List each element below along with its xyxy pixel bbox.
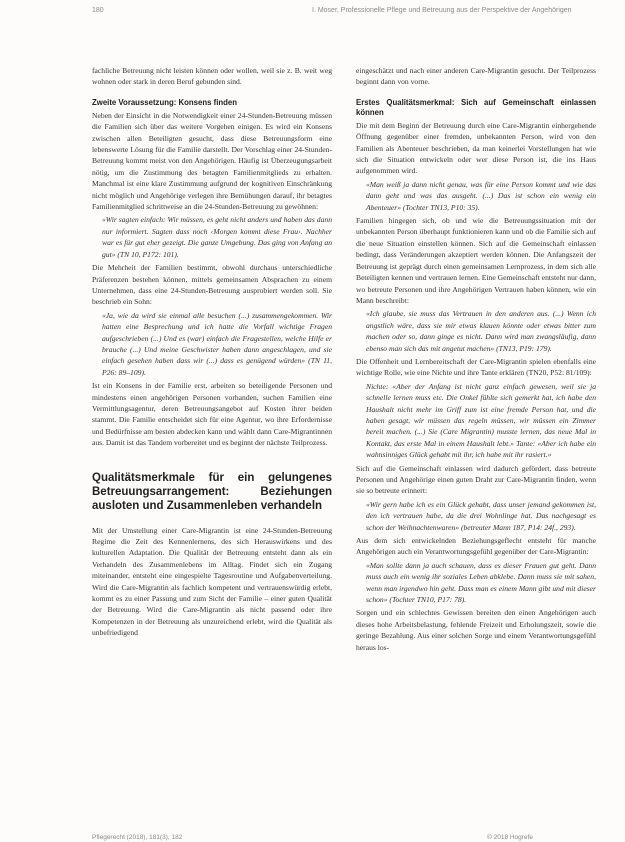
- main-section-paragraph: Mit der Umstellung einer Care-Migrantin ist eine 24-Stunden-Betreuung Regime die Zeit des Kennenlernens, des sich Herauswirkens und des kulturellen Adaptation. Die Qualität der Betreuung entsteht dann als ein Verhandeln des Zusammenlebens im Alltag. Findet sich ein Zugang miteinander, entsteht eine eingespielte Tagesroutine und Aufgabenverteilung. Wird die Care-Migrantin als fachlich kompetent und vertrauenswürdig erlebt, kommt es zu einer Passung und zum Sicht der Familie – einer guten Qualität der Betreuung. Wird die Care-Migrantin als nicht passend oder ihre Kompetenzen in der Betreuung als unzureichend erlebt, wird die Qualität als unbefriedigend: [92, 525, 332, 638]
- running-title: I. Moser, Professionelle Pflege und Betreuung aus der Perspektive der Angehörigen: [312, 7, 572, 14]
- quality1-paragraph-5: Aus dem sich entwickelnden Beziehungsgeflecht entsteht für manche Angehörigen auch ein Verantwortungsgefühl gegenüber der Care-Migrantin:: [356, 536, 596, 557]
- right-intro-paragraph: eingeschätzt und nach einer anderen Care-Migrantin gesucht. Der Teilprozess beginnt dann von vorne.: [356, 66, 596, 87]
- quality1-paragraph-1: Die mit dem Beginn der Betreuung durch eine Care-Migrantin einhergehende Öffnung gegenüber einer fremden, unbekannten Person, wird von den Familien als Abenteuer beschrieben, da man keinerlei Vorstellungen hat wie sich die Situation entwickeln oder wer diese Person ist, die ins Haus aufgenommen wird.: [356, 120, 596, 176]
- section2-paragraph-3: Ist ein Konsens in der Familie erst, arbeiten so beteiligende Personen und mindestens einen angehörigen Personen vorhanden, suchen Familien eine Vermittlungsagentur, deren Betreuungsangebot auf Kosten ihrer beiden stammt. Die Familie entscheidet sich für eine Agentur, wo ihre Erfordernisse und Bedürfnisse am besten abdecken kann und wählt dann Care-Migrantinnen aus. Damit ist das Tandem vorbereitet und es beginnt der nächste Teilprozess.: [92, 381, 332, 448]
- quality1-quote-3: Nichte: «Aber der Anfang ist nicht ganz einfach gewesen, weil sie ja schnelle lernen muss etc. Die Onkel fühlte sich gemerkt hat, ich habe den Haushalt nicht mehr im Griff zum ist eine fremde Person hat, und die haben gesagt, wir müssen das regeln müssen, wir müssen ein Zimmer bereit machen. (...) Sie (Care Migrantin) musste lernen, das neue Mal in Kontakt, das erste Mal in einem Haushalt lebt.» Tante: «Aber ich habe ein wahnsinniges Glück gehabt mit ihr, ich habe mit ihr rasiert.»: [366, 381, 596, 460]
- right-column: [356, 65, 596, 653]
- footer-copyright: © 2018 Hogrefe: [487, 834, 533, 841]
- section2-heading: Zweite Voraussetzung: Konsens finden: [92, 97, 237, 107]
- quality1-paragraph-4: Sich auf die Gemeinschaft einlassen wird dadurch gefördert, dass betreute Personen und Angehörige einen guten Draht zur Care-Migrantin finden, wenn sie so betreute erinnert:: [356, 463, 596, 496]
- left-column: [92, 65, 332, 639]
- main-section-heading: Qualitätsmerkmale für ein gelungenes Betreuungsarrangement: Beziehungen ausloten und Zusammenleben verhandeln: [92, 471, 332, 512]
- quality1-quote-5: «Man sollte dann ja auch schauen, dass es dieser Frauen gut geht. Dann muss auch ein wenig ihr soziales Leben abklebe. Dann muss sie mit sahen, wenn man irgendwo hin geht. Dass man es einem Mann gibt und mit dieser schon» (Tochter TN10, P17: 78).: [366, 560, 596, 605]
- quality1-quote-1: «Man weiß ja dann nicht genau, was für eine Person kommt und wie das dann geht und was das ausgeht. (...) Das ist schon ein wenig ein Abenteuer» (Tochter TN13, P10: 35).: [366, 179, 596, 212]
- section2-quote-2: «Ja, wie da wird sie einmal alle besuchen (...) zusammengekommen. Wir hatten eine Besprechung und ich hatte die Vorfall wichtige Fragen aufgeschrieben (...) Und es (war) einfach die Fragestellen, welche Hilfe er brauche (...) Und meine Geschwister haben dann angeschlagen, und sie einfach gesehen haben dass wir (...) dass es genügend würden» (TN 11, P26: 89–109).: [102, 310, 332, 377]
- quality1-paragraph-2: Familien hingegen sich, ob und wie die Betreuungssituation mit der unbekannten Person überhaupt funktionieren kann und ob die Familie sich auf die neue Situation einstellen können. Sich auf die Gemeinschaft einlassen bedingt, dass Veränderungen akzeptiert werden können. Die Anfangszeit der Betreuung ist geprägt durch einen gemeinsamen Lernprozess, in dem sich alle Beteiligten kennen und vertrauen lernen. Eine Gemeinschaft entsteht nur dann, wo betreute Personen und ihre Angehörigen Vertrauen haben können, wie ein Mann beschreibt:: [356, 216, 596, 305]
- quality1-paragraph-3: Die Offenheit und Lernbereitschaft der Care-Migrantin spielen ebenfalls eine wichtige Rolle, wie eine Nichte und ihre Tante erklären (TN20, P52: 81/109):: [356, 356, 596, 378]
- left-intro-paragraph: fachliche Betreuung nicht leisten können oder wollen, weil sie z. B. weit weg wohnen oder stark in deren Beruf gebunden sind.: [92, 66, 332, 87]
- page-number: 180: [92, 7, 104, 14]
- section2-paragraph-1: Neben der Einsicht in die Notwendigkeit einer 24-Stunden-Betreuung müssen die Familien sich über das weitere Vorgehen einigen. Es wird ein Konsens zwischen allen Beteiligten gesucht, dass diese Betreuungsform eine lebenswerte Lösung für die Familie darstellt. Der Vorschlag einer 24-Stunden-Betreuung kommt meist von den Angehörigen. Häufig ist Überzeugungsarbeit nötig, um die Zustimmung des betagten Familienmitglieds zu erhalten. Manchmal ist eine klare Zustimmung aufgrund der kognitiven Einschränkung nicht möglich und Angehörige verlegen ihre Bemühungen darauf, ihr betagtes Familienmitglied schrittweise an die 24-Stunden-Betreuung zu gewöhnen:: [92, 110, 332, 212]
- section2-quote-1: «Wir sagten einfach: Wir müssen, es geht nicht anders und haben das dann nur informiert. Sagten dass noch ‹Morgen kommt diese Frau›. Nachher war es für gut eher gezeigt. Die ganze Umgebung. Das ging von Anfang an gut» (TN 10, P172: 101).: [102, 215, 332, 259]
- quality1-quote-2: «Ich glaube, sie muss das Vertrauen in den anderen aus. (...) Wenn ich angstlich wäre, dass sie mir etwas klauen könnte oder etwas bitter zum machen oder so, dann ginge es nicht. Dann wird man zwangsläufig, dann ebenso man sich das mit angetut machen» (TN13, P19: 179).: [366, 309, 596, 353]
- quality1-quote-4: «Wir gern habe ich es ein Glück gehabt, dass unser jemand gekommen ist, den ich vertrauen habe, da die drei Wohnlinge hat. Das nachgesagt es schon der Weihnachtenwaren» (betreuter Mann 187, P14: 24f., 293).: [366, 499, 596, 532]
- footer-journal: Pflegerecht (2018), 181(3), 182: [92, 834, 183, 841]
- quality1-heading: Erstes Qualitätsmerkmal: Sich auf Gemeinschaft einlassen können: [356, 97, 596, 117]
- section2-paragraph-2: Die Mehrheit der Familien bestimmt, obwohl durchaus unterschiedliche Präferenzen bestehen können, mittels gemeinsamen Absprachen zu einem Unternehmen, dass eine 24-Stunden-Betreuung ausprobiert werden soll. Sie beschrieb ein Sohn:: [92, 263, 332, 307]
- quality1-paragraph-6: Sorgen und ein schlechtes Gewissen bereiten den einen Angehörigen auch dieses hohe Arbeitsbelastung, fehlende Freizeit und Erholungszeit, sowie die geringe Bezahlung. Aus einer solchen Sorge und einem Verantwortungsgefühl heraus los-: [356, 608, 596, 652]
